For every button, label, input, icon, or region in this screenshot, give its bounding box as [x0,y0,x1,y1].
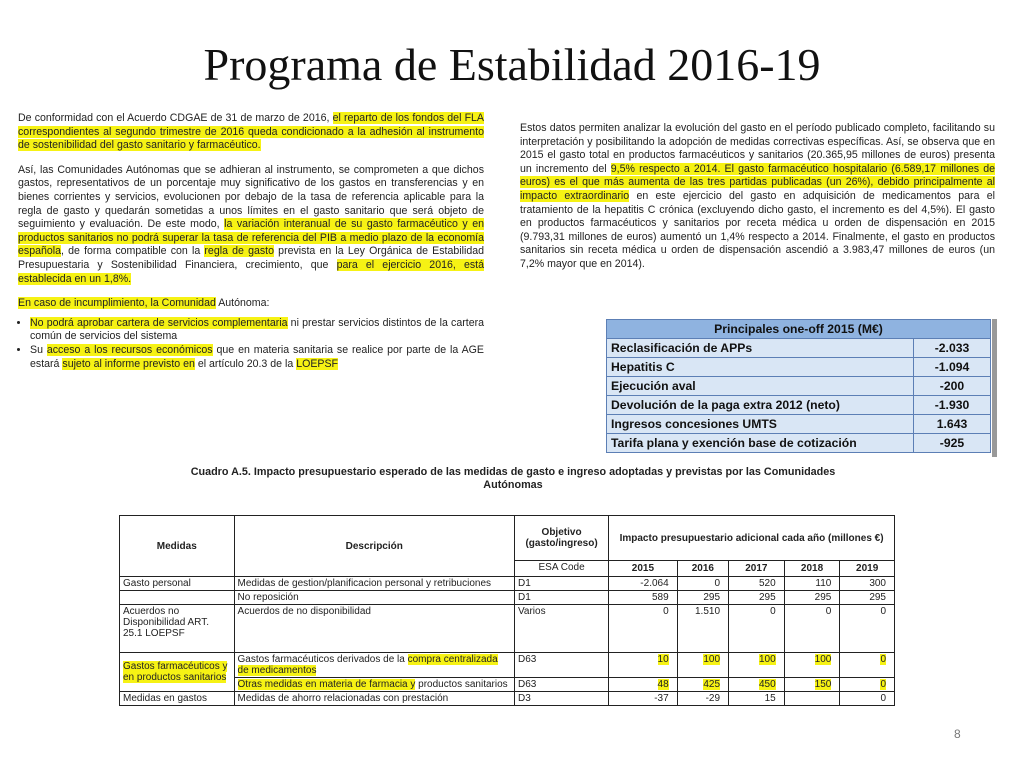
left-paragraph-2: Así, las Comunidades Autónomas que se adhieran al instrumento, se comprometen a que dichos gastos, representativos de un porcentaje muy significativo de los gastos en transferencias y en bienes corrientes y servicios, evolucionen por debajo de la tasa de referencia aplicable para la regla de gasto y quedarán sometidas a unos límites en el gasto sanitario que será objeto de seguimiento y evaluación. De este modo, la variación interanual de su gasto farmacéutico y en productos sanitarios no podrá superar la tasa de referencia del PIB a medio plazo de la economía española, de forma compatible con la regla de gasto prevista en la Ley Orgánica de Estabilidad Presupuestaria y Sostenibilidad Financiera, crecimiento, que para el ejercicio 2016, está establecida en un 1,8%. [18,163,484,285]
left-paragraph-1: De conformidad con el Acuerdo CDGAE de 31 de marzo de 2016, el reparto de los fondos del FLA correspondientes al segundo trimestre de 2016 queda condicionado a la adhesión al instrumento de sostenibilidad del gasto sanitario y farmacéutico. [18,112,485,152]
header-descripcion: Descripción [234,516,514,577]
table-row: Reclasificación de APPs -2.033 [607,339,991,358]
highlight: 100 [703,654,721,665]
slide-title: Programa de Estabilidad 2016-19 [203,39,821,90]
highlight: 100 [814,654,832,665]
table-row: Tarifa plana y exención base de cotización -925 [607,434,991,453]
left-text-block [18,112,484,371]
highlight: 0 [880,654,886,665]
oneoff-header: Principales one-off 2015 (M€) [607,320,991,339]
year-header: 2017 [729,561,785,577]
highlight: compra centralizada de medicamentos [237,654,498,676]
table-row: Ingresos concesiones UMTS 1.643 [607,415,991,434]
header-esa-code: ESA Code [514,561,608,577]
right-text-block [520,122,995,283]
highlight: Otras medidas en materia de farmacia y [237,679,416,690]
oneoff-table [606,319,991,453]
measures-table [119,515,895,706]
bullet-item-1: • No podrá aprobar cartera de servicios complementaria ni prestar servicios distintos de la cartera común de servicios del sistema [30,317,484,344]
table-row: Medidas en gastos Medidas de ahorro relacionadas con prestación D3 -37 -29 15 0 [120,692,895,706]
highlight: el reparto de los fondos del FLA correspondientes al segundo trimestre de 2016 queda condicionado a la adhesión al instrumento de sostenibilidad del gasto sanitario y farmacéutico. [18,112,485,152]
highlight: 150 [814,679,832,690]
highlight: regla de gasto [204,245,275,258]
header-medidas: Medidas [120,516,235,577]
table-row: Otras medidas en materia de farmacia y productos sanitarios D63 48 425 450 150 0 [120,678,895,692]
highlight: 48 [657,679,669,690]
highlight: sujeto al informe previsto en [62,357,195,370]
header-impacto: Impacto presupuestario adicional cada año (millones €) [609,516,895,561]
highlight: acceso a los recursos económicos [46,343,213,356]
left-paragraph-3: En caso de incumplimiento, la Comunidad Autónoma: [18,297,270,310]
table-caption: Cuadro A.5. Impacto presupuestario esperado de las medidas de gasto e ingreso adoptadas y previstas por las Comunidades Autónomas [190,466,836,491]
year-header: 2015 [609,561,678,577]
highlight: LOEPSF [296,357,338,370]
table-row: Ejecución aval -200 [607,377,991,396]
bullet-item-2: • Su acceso a los recursos económicos que en materia sanitaria se realice por parte de la AGE estará sujeto al informe previsto en el artículo 20.3 de la LOEPSF [30,344,484,371]
highlight: la variación interanual de su gasto farmacéutico y en productos sanitarios no podrá superar la tasa de referencia del PIB a medio plazo de la economía española [18,218,484,258]
header-objetivo: Objetivo (gasto/ingreso) [514,516,608,561]
right-paragraph: Estos datos permiten analizar la evolución del gasto en el período publicado completo, facilitando su interpretación y posibilitando la adopción de medidas correctivas específicas. Así, se observa que en 2015 el gasto total en productos farmacéuticos y sanitarios (20.365,95 millones de euros) presenta un incremento del 9,5% respecto a 2014. El gasto farmacéutico hospitalario (6.589,17 millones de euros) es el que más aumenta de las tres partidas publicadas (un 26%), debido principalmente al impacto extraordinario en este ejercicio del gasto en adquisición de medicamentos para el tratamiento de la hepatitis C crónica (excluyendo dicho gasto, el incremento es del 4,5%). El gasto en productos farmacéuticos y sanitarios por receta médica u orden de dispensación en 2015 (9.793,31 millones de euros) aumentó un 1,4% respecto a 2014. Finalmente, el gasto en productos sanitarios sin receta médica u orden de dispensación ascendió a 3.983,47 millones de euros (un 7,2% mayor que en 2014). [520,122,996,270]
highlight: 0 [880,679,886,690]
highlight: 9,5% respecto a 2014. El gasto farmacéutico hospitalario (6.589,17 millones de euros) es el que más aumenta de las tres partidas publicadas (un 26%), debido principalmente al impacto extraordinario [520,162,996,202]
highlight: 100 [759,654,776,665]
year-header: 2018 [784,561,840,577]
highlight: 10 [657,654,669,665]
table-row: Gasto personal Medidas de gestion/planificacion personal y retribuciones D1 -2.064 0 520 110 300 [120,577,895,591]
year-header: 2016 [677,561,728,577]
table-row: Hepatitis C -1.094 [607,358,991,377]
highlight: 450 [759,679,776,690]
table-shadow [992,319,997,457]
highlight: para el ejercicio 2016, está establecida en un 1,8%. [18,258,484,285]
table-row: Gastos farmacéuticos y en productos sanitarios Gastos farmacéuticos derivados de la compra centralizada de medicamentos D63 10 100 100 100 0 [120,653,895,678]
highlight: 425 [703,679,721,690]
table-row: No reposición D1 589 295 295 295 295 [120,591,895,605]
page-number: 8 [954,727,961,741]
bullet-list [18,317,484,371]
highlight: Gastos farmacéuticos y en productos sanitarios [123,661,228,683]
highlight: En caso de incumplimiento, la Comunidad [18,297,216,310]
year-header: 2019 [840,561,895,577]
table-row: Devolución de la paga extra 2012 (neto) -1.930 [607,396,991,415]
table-row: Acuerdos no Disponibilidad ART. 25.1 LOEPSF Acuerdos de no disponibilidad Varios 0 1.510 0 0 0 [120,605,895,653]
highlight: No podrá aprobar cartera de servicios complementaria [30,316,288,329]
